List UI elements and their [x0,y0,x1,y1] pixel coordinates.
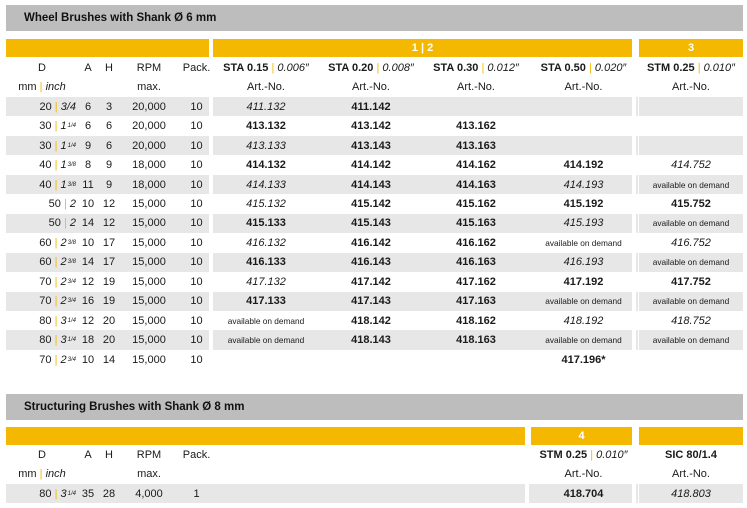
diameter-cell [6,136,78,155]
diameter-inch: 1 [60,120,67,133]
rpm-cell: 20,000 [132,120,166,133]
dimension-a-cell: 8 [84,159,92,172]
dimension-h-cell: 19 [102,275,116,288]
article-number-cell: 415.162 [456,197,496,210]
diameter-fraction: 3/8 [67,259,76,266]
dimension-a-cell: 14 [78,214,98,233]
article-number-cell: available on demand [639,292,743,311]
article-number-cell: 417.143 [319,292,423,311]
dimension-h-cell: 9 [105,159,113,172]
diameter-separator: | [51,100,61,113]
col-header-rpm-max: max. [137,81,161,94]
diameter-cell [6,330,78,349]
dimension-a-cell: 18 [78,330,98,349]
diameter-separator: | [51,487,61,500]
article-number-cell: 415.192 [563,197,604,210]
article-number-cell [423,350,529,369]
diameter-cell [6,484,78,503]
article-number-cell: 416.142 [351,236,391,249]
article-number-cell: 417.192 [563,275,604,288]
col-header-pack: Pack. [182,61,211,74]
product-separator: | [587,448,597,461]
product-code: STA 0.50 [540,61,586,74]
article-number-cell: 413.143 [319,136,423,155]
diameter-inch: 3 [60,334,67,347]
diameter-separator: | [51,159,61,172]
product-separator: | [373,61,383,74]
dimension-a-cell: 16 [78,292,98,311]
article-number-cell: 413.142 [351,120,391,133]
dimension-a-cell: 9 [78,136,98,155]
col-header-a: A [84,61,92,74]
article-number-cell: 411.132 [213,97,319,116]
article-number-cell [529,97,638,116]
artno-header-2: Art.-No. [352,81,390,94]
diameter-mm: 80 [39,314,52,327]
pack-cell: 10 [190,120,203,133]
product-code: STA 0.20 [328,61,374,74]
diameter-fraction: 3/4 [67,298,76,305]
group-header-3: 3 [639,39,743,57]
article-number-cell: 416.132 [246,236,286,249]
artno-header-4: Art.-No. [564,81,603,94]
article-number-cell: 418.704 [529,484,638,503]
article-number-cell [529,136,638,155]
product-spec: 0.006″ [277,61,309,74]
diameter-inch: 2 [60,295,67,308]
product-header-3 [423,58,529,77]
rpm-cell: 15,000 [132,275,166,288]
pack-cell: 10 [190,159,203,172]
column-gap [209,97,213,369]
article-number-cell: available on demand [227,315,305,326]
pack-cell: 10 [190,197,203,210]
article-number-cell: 418.143 [319,330,423,349]
dimension-a-cell: 35 [78,484,98,503]
pack-cell: 10 [178,97,215,116]
col-header-d-units [6,77,78,96]
article-number-cell: 414.162 [456,159,496,172]
diameter-inch: 2 [69,217,76,230]
rpm-cell: 15,000 [120,292,178,311]
article-number-cell: 417.196* [561,353,606,366]
pack-cell: 10 [178,175,215,194]
col-header-rpm-max: max. [137,468,161,481]
product-code: STM 0.25 [646,61,695,74]
pack-cell: 10 [178,136,215,155]
diameter-inch: 2 [60,256,67,269]
product-header-2 [639,445,743,464]
article-number-cell: 411.142 [319,97,423,116]
dimension-h-cell: 19 [98,292,120,311]
rpm-cell: 20,000 [120,136,178,155]
diameter-mm: 40 [39,159,52,172]
article-number-cell: 418.803 [639,484,743,503]
diameter-fraction: 1/4 [67,317,76,324]
dimension-h-cell: 9 [98,175,120,194]
unit-inch: inch [45,468,66,481]
dimension-a-cell: 14 [78,253,98,272]
pack-cell: 10 [190,275,203,288]
dimension-h-cell: 20 [98,330,120,349]
diameter-mm: 50 [48,197,61,210]
diameter-cell [6,97,78,116]
dimension-h-cell: 3 [98,97,120,116]
article-number-cell [639,350,743,369]
product-separator: | [585,61,595,74]
dimension-a-cell: 6 [78,97,98,116]
col-header-rpm: RPM [136,448,162,461]
diameter-inch: 3/4 [60,100,76,113]
dimension-h-cell: 28 [98,484,120,503]
article-number-cell: 413.132 [246,120,286,133]
diameter-separator: | [60,197,70,210]
dimension-a-cell: 10 [81,353,95,366]
article-number-cell: 414.133 [213,175,319,194]
diameter-mm: 70 [39,295,52,308]
article-number-cell: 417.132 [246,275,286,288]
product-separator: | [478,61,488,74]
product-header-5 [639,58,743,77]
article-number-cell: 418.163 [423,330,529,349]
article-number-cell [639,97,743,116]
group-header-1-2: 1 | 2 [213,39,632,57]
article-number-cell: available on demand [639,253,743,272]
product-header-1 [213,58,319,77]
diameter-fraction: 3/4 [67,278,76,285]
artno-header-5: Art.-No. [672,81,710,94]
header-row-artno [6,77,743,96]
dimension-h-cell: 6 [105,120,113,133]
diameter-cell [6,116,78,135]
rpm-cell: 15,000 [132,314,166,327]
diameter-cell [6,311,78,330]
article-number-cell [639,116,743,135]
product-separator: | [268,61,278,74]
col-header-h: H [105,61,113,74]
diameter-fraction: 1/4 [67,337,76,344]
col-header-pack: Pack. [182,448,211,461]
dimension-a-cell: 12 [81,314,95,327]
article-number-cell: 418.752 [671,314,711,327]
article-number-cell [423,97,529,116]
product-separator: | [694,61,704,74]
diameter-inch: 1 [60,178,67,191]
diameter-inch: 2 [60,236,67,249]
diameter-separator: | [51,139,61,152]
diameter-cell [6,194,78,213]
article-number-cell: 417.142 [351,275,391,288]
product-header-4 [529,58,638,77]
article-number-cell: 416.163 [423,253,529,272]
diameter-separator: | [60,217,70,230]
article-number-cell [639,136,743,155]
col-header-a: A [84,448,92,461]
artno-header-1: Art.-No. [564,468,603,481]
diameter-separator: | [51,275,61,288]
diameter-mm: 60 [39,236,52,249]
article-number-cell: 414.143 [319,175,423,194]
diameter-cell [6,233,78,252]
dimension-a-cell: 11 [78,175,98,194]
diameter-fraction: 3/8 [67,162,76,169]
rpm-cell: 15,000 [120,253,178,272]
diameter-mm: 80 [39,487,52,500]
article-number-cell: available on demand [529,292,638,311]
article-number-cell: available on demand [545,237,622,248]
diameter-cell [6,155,78,174]
dimension-a-cell: 10 [81,197,95,210]
article-number-cell: 414.752 [671,159,711,172]
rpm-cell: 15,000 [120,330,178,349]
diameter-fraction: 1/4 [67,142,76,149]
article-number-cell: 415.143 [319,214,423,233]
section-title-text: Wheel Brushes with Shank Ø 6 mm [24,12,217,24]
diameter-inch: 2 [60,275,67,288]
diameter-mm: 50 [48,217,61,230]
article-number-cell: 417.133 [213,292,319,311]
article-number-cell [319,350,423,369]
group-header-4: 4 [531,427,632,445]
dimension-h-cell: 14 [102,353,116,366]
product-code: STM 0.25 [539,448,588,461]
product-spec: 0.020″ [594,61,627,74]
rpm-cell: 15,000 [132,236,166,249]
article-number-cell: available on demand [639,214,743,233]
product-code: STA 0.30 [433,61,479,74]
rpm-cell: 20,000 [120,97,178,116]
section-title-text: Structuring Brushes with Shank Ø 8 mm [24,401,245,413]
article-number-cell: 413.162 [456,120,496,133]
product-spec: 0.008″ [382,61,414,74]
group-header-right-blank [639,427,743,445]
article-number-cell: 417.163 [423,292,529,311]
pack-cell: 10 [178,330,215,349]
article-number-cell: 418.142 [351,314,391,327]
article-number-cell: 418.192 [563,314,604,327]
article-number-cell: 416.752 [671,236,711,249]
col-header-d: D [38,448,46,461]
product-spec: 0.012″ [487,61,519,74]
article-number-cell: 414.163 [423,175,529,194]
diameter-mm: 60 [39,256,52,269]
article-number-cell: 414.132 [246,159,286,172]
diameter-inch: 3 [60,314,67,327]
pack-cell: 1 [178,484,215,503]
rpm-cell: 18,000 [120,175,178,194]
group-header-left-blank-2 [6,427,525,445]
dimension-h-cell: 17 [102,236,116,249]
dimension-a-cell: 6 [84,120,92,133]
rpm-cell: 18,000 [132,159,166,172]
artno-header-2: Art.-No. [672,468,710,481]
diameter-cell [6,253,78,272]
article-number-cell: 415.193 [529,214,638,233]
column-gap [525,484,529,503]
article-number-cell: 413.163 [423,136,529,155]
diameter-inch: 2 [69,197,76,210]
article-number-cell: 413.133 [213,136,319,155]
product-code: STA 0.15 [223,61,269,74]
col-header-rpm: RPM [136,61,162,74]
dimension-h-cell: 12 [102,197,116,210]
dimension-h-cell: 12 [98,214,120,233]
artno-header-3: Art.-No. [457,81,495,94]
product-header-2 [319,58,423,77]
diameter-separator: | [51,314,61,327]
article-number-cell [529,116,638,135]
unit-inch: inch [45,81,66,94]
group-header-left-blank [6,39,209,57]
column-gap [632,97,636,369]
article-number-cell: 415.752 [671,197,711,210]
unit-separator: | [36,468,46,481]
diameter-inch: 1 [60,139,67,152]
section-title-structuring-brushes [6,394,743,420]
diameter-separator: | [51,256,61,269]
diameter-mm: 30 [39,139,52,152]
diameter-separator: | [51,236,61,249]
article-number-cell: 416.162 [456,236,496,249]
column-gap [632,484,636,503]
diameter-inch: 2 [60,353,67,366]
product-spec: 0.010″ [703,61,736,74]
diameter-cell [6,272,78,291]
diameter-cell [6,175,78,194]
diameter-cell [6,292,78,311]
header-row-artno [6,464,743,483]
diameter-separator: | [51,120,61,133]
article-number-cell: 415.163 [423,214,529,233]
rpm-cell: 15,000 [120,214,178,233]
empty-cell [215,484,529,503]
rpm-cell: 4,000 [120,484,178,503]
dimension-h-cell: 6 [98,136,120,155]
diameter-mm: 70 [39,275,52,288]
article-number-cell: available on demand [639,175,743,194]
diameter-fraction: 3/4 [67,356,76,363]
diameter-mm: 30 [39,120,52,133]
product-spec: 0.010″ [596,448,628,461]
diameter-cell [6,214,78,233]
diameter-fraction: 1/4 [67,123,76,130]
dimension-h-cell: 20 [102,314,116,327]
pack-cell: 10 [190,236,203,249]
diameter-separator: | [51,334,61,347]
pack-cell: 10 [178,253,215,272]
rpm-cell: 15,000 [132,197,166,210]
dimension-a-cell: 12 [81,275,95,288]
article-number-cell: 416.143 [319,253,423,272]
pack-cell: 10 [190,353,203,366]
diameter-mm: 70 [39,353,52,366]
col-header-h: H [105,448,113,461]
pack-cell: 10 [190,314,203,327]
article-number-cell: 416.193 [529,253,638,272]
article-number-cell: 418.162 [456,314,496,327]
diameter-fraction: 3/8 [67,239,76,246]
pack-cell: 10 [178,292,215,311]
dimension-h-cell: 17 [98,253,120,272]
diameter-mm: 20 [39,100,52,113]
diameter-mm: 80 [39,334,52,347]
col-header-d-units [6,464,78,483]
diameter-separator: | [51,178,61,191]
diameter-inch: 3 [60,487,67,500]
section-title-wheel-brushes [6,5,743,31]
rpm-cell: 15,000 [132,353,166,366]
diameter-fraction: 1/4 [67,490,76,497]
pack-cell: 10 [178,214,215,233]
article-number-cell: 414.142 [351,159,391,172]
article-number-cell: available on demand [639,330,743,349]
unit-separator: | [36,81,46,94]
header-row-products [6,445,743,464]
diameter-separator: | [51,295,61,308]
article-number-cell: 417.752 [671,275,711,288]
article-number-cell: 415.142 [351,197,391,210]
unit-mm: mm [18,81,37,94]
col-header-d: D [38,61,46,74]
article-number-cell: available on demand [213,330,319,349]
product-code: SIC 80/1.4 [665,448,717,461]
product-header-1 [529,445,638,464]
article-number-cell: 416.133 [213,253,319,272]
article-number-cell: 415.132 [246,197,286,210]
article-number-cell: 415.133 [213,214,319,233]
dimension-a-cell: 10 [81,236,95,249]
article-number-cell [213,350,319,369]
unit-mm: mm [18,468,37,481]
article-number-cell: 417.162 [456,275,496,288]
article-number-cell: 414.193 [529,175,638,194]
artno-header-1: Art.-No. [247,81,285,94]
diameter-fraction: 3/8 [67,181,76,188]
diameter-mm: 40 [39,178,52,191]
diameter-cell [6,350,78,369]
article-number-cell: available on demand [529,330,638,349]
article-number-cell: 414.192 [563,159,604,172]
diameter-separator: | [51,353,61,366]
header-row-products [6,58,743,77]
diameter-inch: 1 [60,159,67,172]
